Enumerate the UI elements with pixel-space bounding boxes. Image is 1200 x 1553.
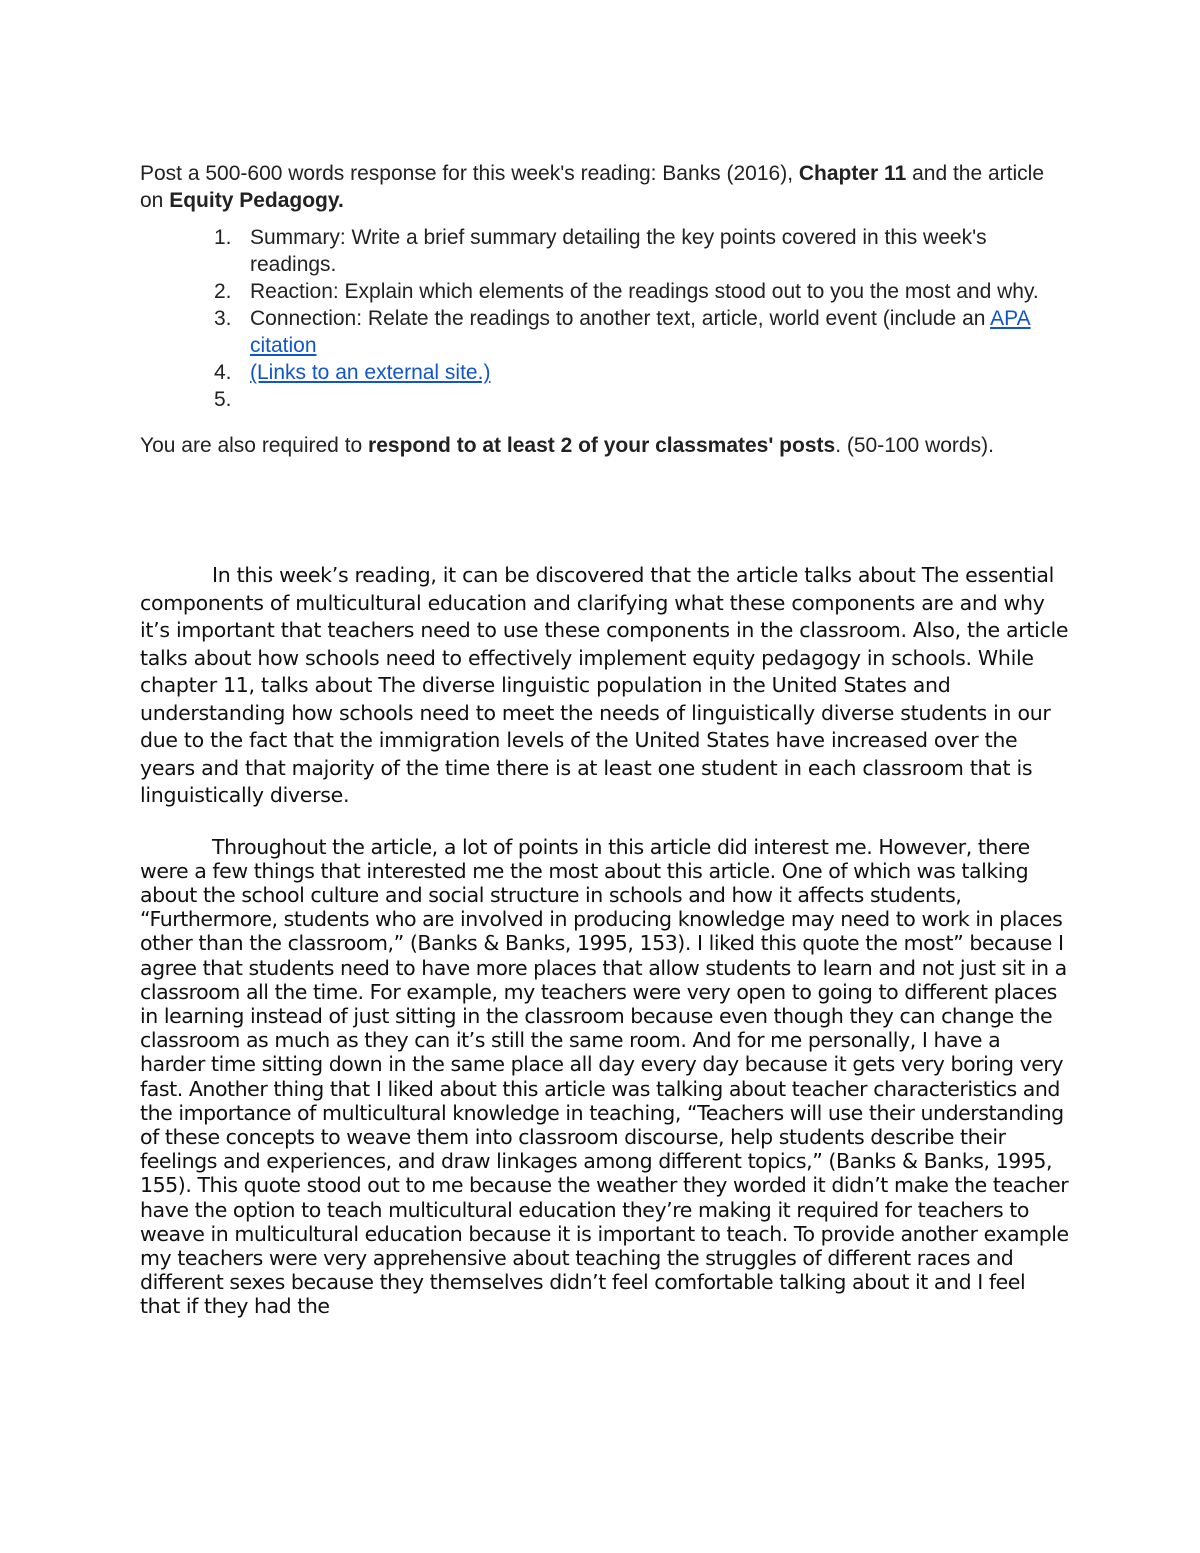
prompt-intro-text-2: and the article on	[140, 162, 1045, 212]
task-item-external-link	[140, 359, 1070, 386]
task-item-reaction	[140, 278, 1070, 305]
task-number: 4.	[214, 361, 232, 384]
task-number: 5.	[214, 388, 232, 411]
essay-paragraph-1: In this week’s reading, it can be discovered that the article talks about The essential components of multicultural education and clarifying what these components are and why it’s important that teachers need to use these components in the classroom. Also, the article talks about how schools need to effectively implement equity pedagogy in schools. While chapter 11, talks about The diverse linguistic population in the United States and understanding how schools need to meet the needs of linguistically diverse students in our due to the fact that the immigration levels of the United States have increased over the years and that majority of the time there is at least one student in each classroom that is linguistically diverse.	[140, 563, 1069, 807]
task-text: Connection: Relate the readings to another text, article, world event (include an	[250, 307, 991, 330]
task-item-summary	[140, 224, 1070, 278]
assignment-prompt	[140, 160, 1070, 459]
essay-paragraph-2: Throughout the article, a lot of points in this article did interest me. However, there were a few things that interested me the most about this article. One of which was talking about the school culture and social structure in schools and how it affects students, “Furthermore, students who are involved in producing knowledge may need to work in places other than the classroom,” (Banks & Banks, 1995, 153). I liked this quote the most” because I agree that students need to have more places that allow students to learn and not just sit in a classroom all the time. For example, my teachers were very open to going to different places in learning instead of just sitting in the classroom because even though they can change the classroom as much as they can it’s still the same room. And for me personally, I have a harder time sitting down in the same place all day every day because it gets very boring very fast. Another thing that I liked about this article was talking about teacher characteristics and the importance of multicultural knowledge in teaching, “Teachers will use their understanding of these concepts to weave them into classroom discourse, help students describe their feelings and experiences, and draw linkages among different topics,” (Banks & Banks, 1995, 155). This quote stood out to me because the weather they worded it didn’t make the teacher have the option to teach multicultural education they’re making it required for teachers to weave in multicultural education because it is important to teach. To provide another example my teachers were very apprehensive about teaching the struggles of different races and different sexes because they themselves didn’t feel comfortable talking about it and I feel that if they had the	[140, 834, 1069, 1319]
task-list	[140, 224, 1070, 413]
task-number: 3.	[214, 307, 232, 330]
task-text: Summary: Write a brief summary detailing the key points covered in this week's readings.	[250, 226, 987, 276]
essay-body	[140, 562, 1070, 1319]
chapter-reference: Chapter 11	[798, 162, 907, 185]
task-item-connection	[140, 305, 1070, 359]
external-site-link[interactable]: (Links to an external site.)	[250, 361, 491, 384]
apa-citation-link[interactable]: APA citation	[250, 307, 1031, 357]
requirement-text: You are also required to	[140, 434, 369, 457]
task-number: 1.	[214, 226, 232, 249]
task-item-empty	[140, 386, 1070, 413]
requirement-bold: respond to at least 2 of your classmates' posts	[368, 434, 836, 457]
task-number: 2.	[214, 280, 232, 303]
requirement-text-2: . (50-100 words).	[835, 434, 994, 457]
prompt-intro	[140, 160, 1070, 214]
article-reference: Equity Pedagogy.	[169, 189, 344, 212]
task-text: Reaction: Explain which elements of the readings stood out to you the most and why.	[250, 280, 1039, 303]
prompt-intro-text: Post a 500-600 words response for this week's reading: Banks (2016),	[140, 162, 799, 185]
response-requirement	[140, 432, 1070, 459]
